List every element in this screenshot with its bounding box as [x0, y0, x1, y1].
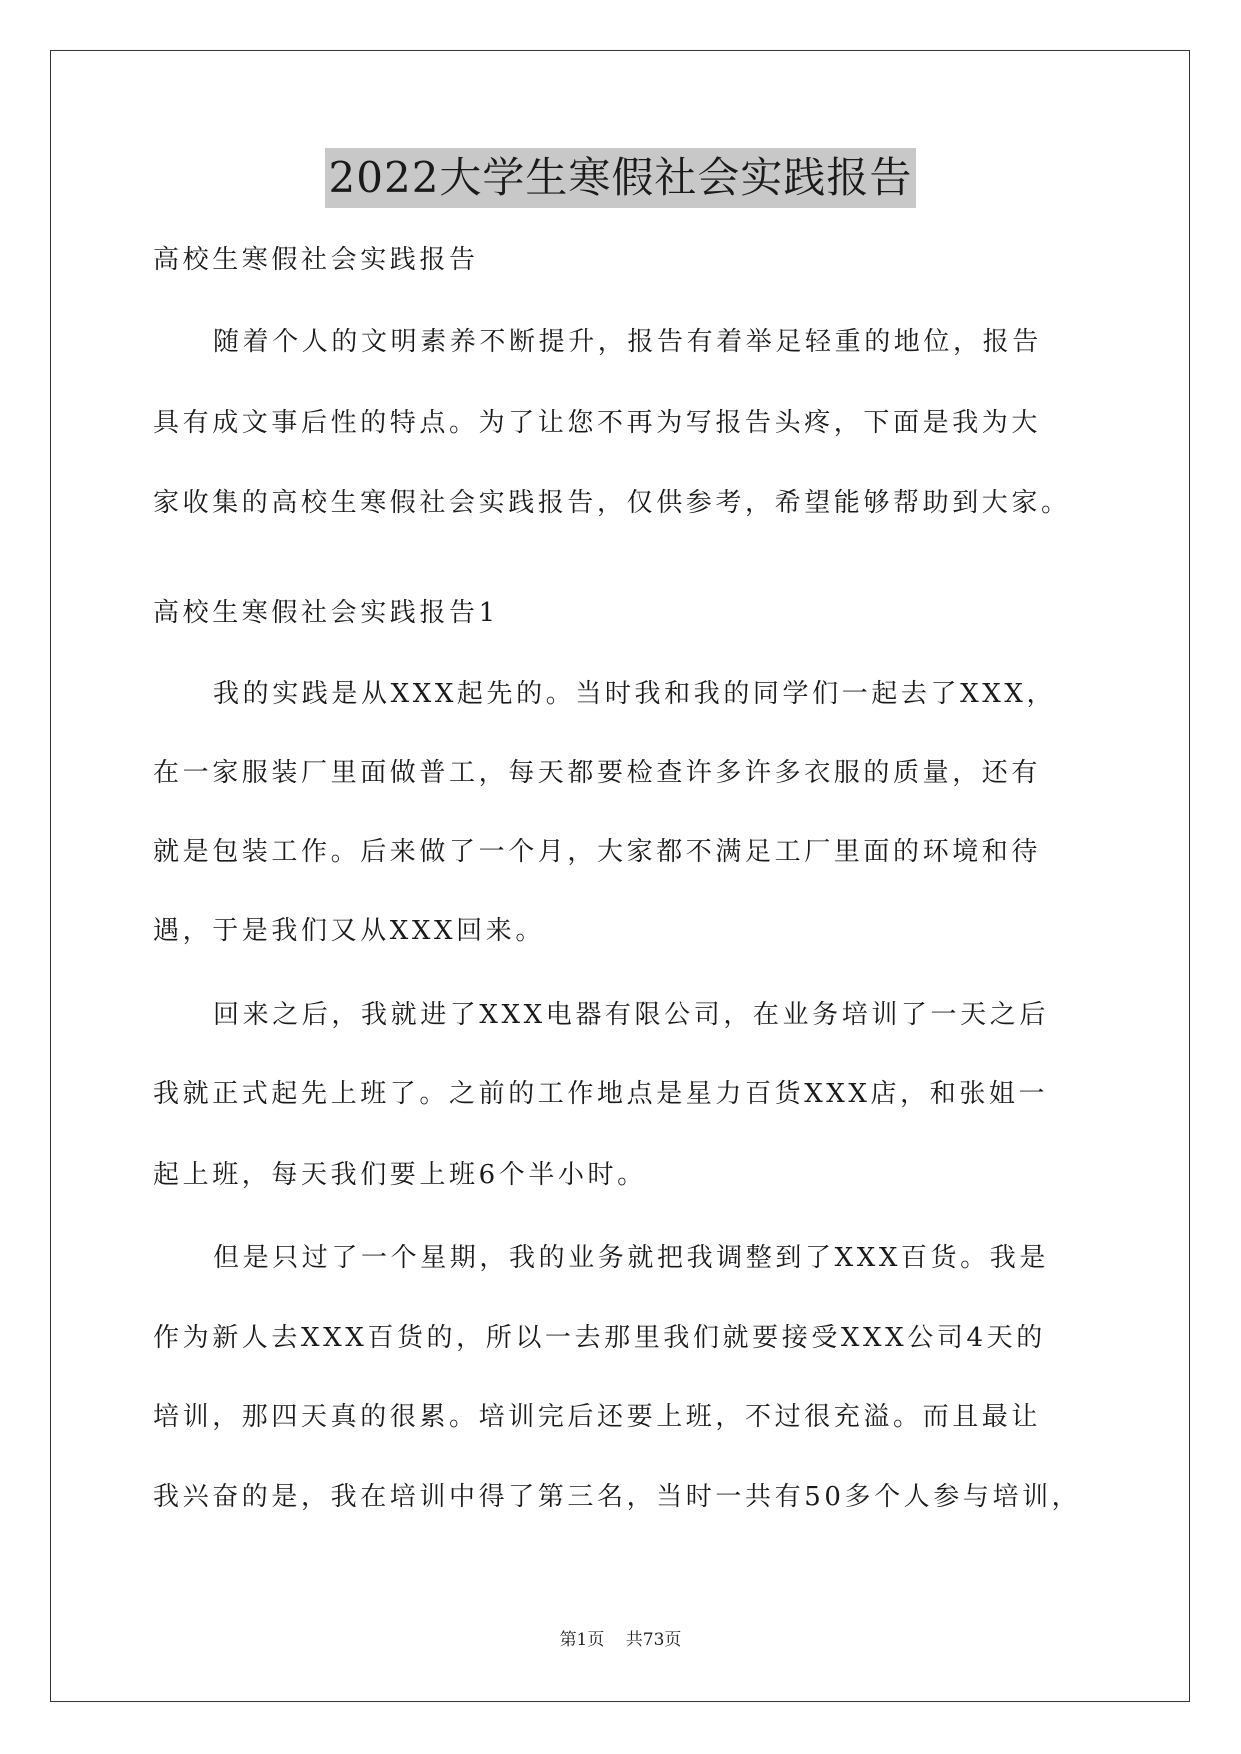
body-line: 回来之后，我就进了XXX电器有限公司，在业务培训了一天之后 [213, 1000, 1049, 1030]
body-line: 就是包装工作。后来做了一个月，大家都不满足工厂里面的环境和待 [153, 837, 1042, 867]
section-heading: 高校生寒假社会实践报告1 [153, 598, 499, 628]
body-line: 具有成文事后性的特点。为了让您不再为写报告头疼，下面是我为大 [153, 408, 1042, 438]
page-footer [0, 1628, 1241, 1652]
body-line: 遇，于是我们又从XXX回来。 [153, 916, 545, 946]
body-line: 随着个人的文明素养不断提升，报告有着举足轻重的地位，报告 [213, 327, 1042, 357]
body-line: 但是只过了一个星期，我的业务就把我调整到了XXX百货。我是 [213, 1243, 1049, 1273]
body-line: 我兴奋的是，我在培训中得了第三名，当时一共有50多个人参与培训， [153, 1482, 1082, 1512]
body-line: 起上班，每天我们要上班6个半小时。 [153, 1160, 647, 1190]
subtitle-line: 高校生寒假社会实践报告 [153, 245, 479, 275]
title-container [0, 148, 1241, 208]
page-total: 共73页 [625, 1630, 682, 1650]
body-line: 培训，那四天真的很累。培训完后还要上班，不过很充溢。而且最让 [153, 1402, 1042, 1432]
body-line: 我的实践是从XXX起先的。当时我和我的同学们一起去了XXX， [213, 679, 1057, 709]
body-line: 作为新人去XXX百货的，所以一去那里我们就要接受XXX公司4天的 [153, 1323, 1046, 1353]
body-line: 家收集的高校生寒假社会实践报告，仅供参考，希望能够帮助到大家。 [153, 488, 1071, 518]
body-line: 在一家服装厂里面做普工，每天都要检查许多许多衣服的质量，还有 [153, 758, 1042, 788]
document-title: 2022大学生寒假社会实践报告 [325, 148, 917, 208]
body-line: 我就正式起先上班了。之前的工作地点是星力百货XXX店，和张姐一 [153, 1079, 1049, 1109]
page-number: 第1页 [559, 1630, 605, 1650]
page-border [50, 50, 1190, 1702]
